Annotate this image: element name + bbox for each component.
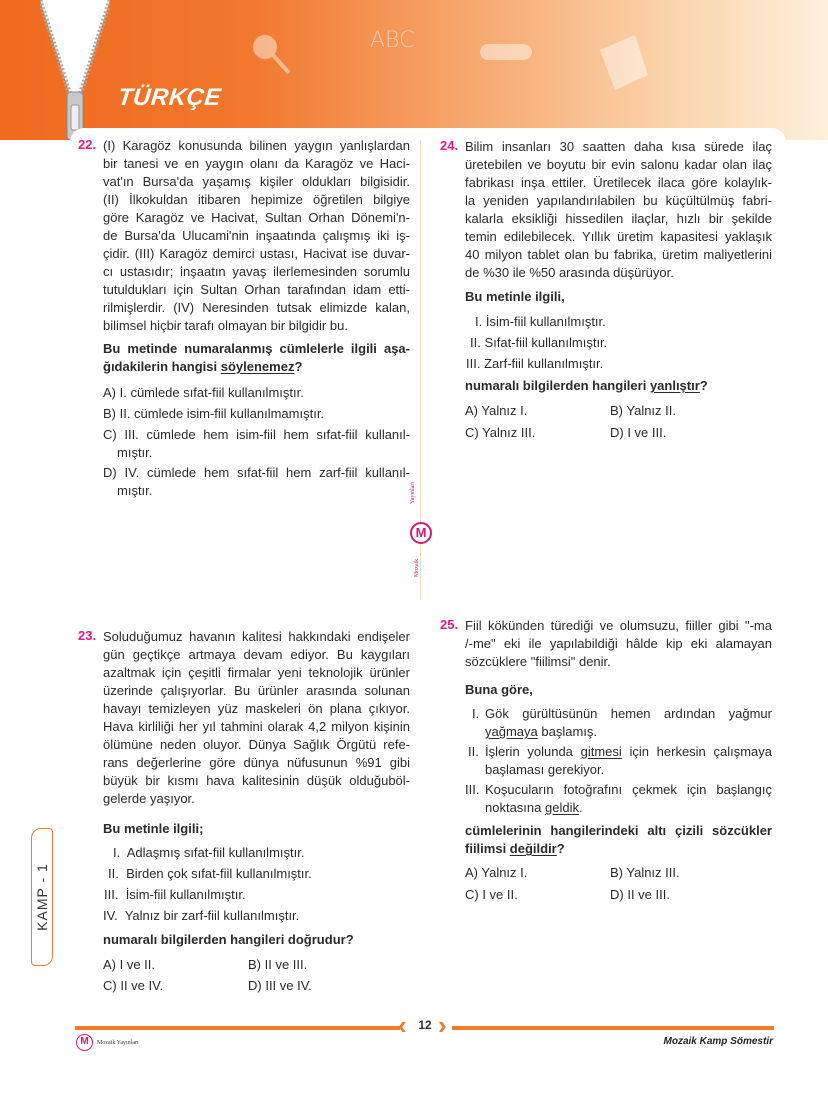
text-segment: ? — [699, 378, 708, 393]
text-line: gelerde yaşıyor. — [103, 791, 195, 806]
text-segment: ? — [556, 841, 565, 856]
chevron-right-icon: › — [438, 1010, 447, 1040]
text-line — [485, 723, 772, 741]
question-lead: Bu metinle ilgili; — [103, 821, 204, 836]
answer-option-d[interactable]: D) I ve III. — [610, 425, 667, 440]
text-segment: numaralı bilgilerden hangileri — [465, 378, 650, 393]
question-number: 23. — [78, 628, 97, 643]
item-number: II. — [108, 866, 119, 881]
answer-option-a[interactable]: A) I ve II. — [103, 957, 156, 972]
answer-option-c[interactable]: C) II ve IV. — [103, 978, 164, 993]
item-number: III. — [465, 782, 480, 797]
text-line — [465, 840, 772, 858]
item-text: Birden çok sıfat-fiil kullanılmıştır. — [126, 866, 312, 881]
item-number: I. — [113, 845, 121, 860]
answer-option-a[interactable]: A) Yalnız I. — [465, 865, 528, 880]
text-line: cı ustasıdır; inşaatın yavaş ilerlemesinden sorumlu — [103, 264, 410, 279]
text-line: cümlelerinin hangilerindeki altı çizili sözcükler — [465, 823, 772, 838]
text-line: çidir. (III) Karagöz demirci ustası, Hacivat ise duvar- — [103, 246, 410, 261]
question-number: 24. — [440, 138, 459, 153]
text-line — [103, 356, 410, 374]
text-line: kalarla eksikliği hissedilen ilaçlar, hızlı bir şekilde — [465, 211, 772, 226]
text-line: gün geçtikçe artmaya devam ediyor. Bu kaygıları — [103, 647, 410, 662]
answer-option-b[interactable] — [103, 405, 410, 423]
text-line: bilimsel hiçbir tarafı olmayan bir bilgidir bu. — [103, 318, 348, 333]
text-line: la yeniden yapılandırılabilen bu küçültülmüş fabri- — [465, 193, 772, 208]
item-text — [485, 743, 772, 779]
item-text — [485, 705, 772, 741]
text-line: B) II. cümlede isim-fiil kullanılmamıştır. — [103, 406, 325, 421]
item-number: IV. — [103, 908, 118, 923]
side-tab — [31, 828, 53, 966]
footer-publisher: Mozaik Yayınları — [97, 1040, 139, 1046]
decor-abc-text: ABC — [370, 28, 415, 53]
underlined-word: değildir — [509, 841, 557, 856]
text-line: bir tanesi ve en yaygın olanı da Karagöz ve Haci- — [103, 156, 410, 171]
text-line: tutuldukları için Sultan Orhan tarafından idam etti- — [103, 282, 410, 297]
item-text: Yalnız bir zarf-fiil kullanılmıştır. — [124, 908, 300, 923]
publisher-logo: M — [410, 522, 432, 544]
answer-option-b[interactable]: B) II ve III. — [248, 957, 308, 972]
text-line: A) I. cümlede sıfat-fiil kullanılmıştır. — [103, 385, 304, 400]
question-prompt: numaralı bilgilerden hangileri doğrudur? — [103, 932, 354, 947]
text-segment: için herkesin çalışmaya — [621, 744, 772, 759]
answer-option-c[interactable]: C) I ve II. — [465, 887, 518, 902]
text-line: (II) İlkokuldan itibaren hepimize öğretilen bilgiye — [103, 192, 410, 207]
underlined-word: geldik — [545, 800, 579, 815]
text-line — [485, 799, 772, 817]
text-segment: ğıdakilerin hangisi — [103, 359, 221, 374]
question-prompt — [465, 377, 785, 395]
item-number: I. — [472, 706, 480, 721]
header-banner — [0, 0, 828, 140]
text-segment: ? — [294, 359, 303, 374]
magnifier-letters-icon — [245, 25, 300, 75]
answer-option-d[interactable] — [103, 464, 410, 500]
answer-option-b[interactable]: B) Yalnız III. — [610, 865, 680, 880]
text-line: ölümüne neden oluyor. Dünya Sağlık Örgütü refe- — [103, 737, 410, 752]
item-number: II. — [470, 335, 481, 350]
text-line: /-me" eki ile yapılabildiği hâlde kip eki alamayan — [465, 636, 772, 651]
question-stem — [465, 617, 772, 671]
question-prompt — [103, 338, 410, 374]
text-line: Soluduğumuz havanın kalitesi hakkındaki endişeler — [103, 629, 410, 644]
question-stem — [465, 138, 772, 282]
text-segment: . — [578, 800, 583, 815]
subject-title: TÜRKÇE — [116, 84, 223, 111]
text-line: C) III. cümlede hem isim-fiil hem sıfat-fiil kullanıl- — [103, 427, 410, 442]
underlined-word: gitmesi — [580, 744, 622, 759]
publisher-vertical-text: Yayınları — [410, 481, 417, 505]
text-line: mıştır. — [117, 445, 153, 460]
answer-option-b[interactable]: B) Yalnız II. — [610, 403, 676, 418]
question-stem — [103, 628, 410, 808]
item-text — [485, 781, 772, 817]
answer-option-c[interactable]: C) Yalnız III. — [465, 425, 536, 440]
answer-option-a[interactable] — [103, 384, 410, 402]
item-text: Zarf-fiil kullanılmıştır. — [484, 356, 604, 371]
bag-icon — [590, 25, 650, 95]
item-number: I. — [475, 314, 483, 329]
footer-line — [452, 1026, 774, 1030]
question-lead: Bu metinle ilgili, — [465, 289, 565, 304]
text-line: başlaması gerekiyor. — [485, 762, 605, 777]
answer-option-d[interactable]: D) II ve III. — [610, 887, 670, 902]
text-line: Hava kirliliği her yıl tahmini olarak 4,2 milyon kişinin — [103, 719, 410, 734]
text-line: rans değerlerine göre dünya nüfusunun %91 gibi — [103, 755, 410, 770]
underlined-word: yağmaya — [485, 724, 538, 739]
answer-option-d[interactable]: D) III ve IV. — [248, 978, 312, 993]
text-segment: başlamış. — [537, 724, 597, 739]
text-line: Koşucuların fotoğrafını çekmek için başlangıç — [485, 782, 772, 797]
text-line: mıştır. — [117, 483, 153, 498]
text-line: üzerinde çalışıyorlar. Bu ürünler arasında solunan — [103, 683, 410, 698]
answer-option-c[interactable] — [103, 426, 410, 462]
text-line: temin edilebilecek. Yıllık üretim kapasitesi yaklaşık — [465, 229, 772, 244]
text-line: havayı temizleyen yüz maskeleri ön plana çıkıyor. — [103, 701, 410, 716]
text-line: üretebilen ve boyutu bir evin salonu kadar olan ilaç — [465, 157, 772, 172]
text-line: azaltmak için çeşitli firmalar yeni teknolojik ürünler — [103, 665, 410, 680]
item-number: III. — [104, 887, 119, 902]
text-line: rilmişlerdir. (IV) Neresinden tutsak elimizde kalan, — [103, 300, 410, 315]
item-text: Adlaşmış sıfat-fiil kullanılmıştır. — [126, 845, 305, 860]
text-segment: İşlerin yolunda — [485, 744, 581, 759]
question-number: 25. — [440, 617, 459, 632]
footer-logo: M — [76, 1034, 93, 1051]
answer-option-a[interactable]: A) Yalnız I. — [465, 403, 528, 418]
text-line: Bu metinde numaralanmış cümlelerle ilgili aşa- — [103, 341, 410, 356]
text-line: Gök gürültüsünün hemen ardından yağmur — [485, 706, 772, 721]
question-number: 22. — [78, 137, 97, 152]
text-line: Fiil kökünden türediği ve olumsuzu, fiiller gibi "-ma — [465, 618, 772, 633]
text-line: sözcüklere "fiilimsi" denir. — [465, 654, 611, 669]
text-line: D) IV. cümlede hem sıfat-fiil hem zarf-fiil kullanıl- — [103, 465, 410, 480]
text-line: 40 milyon tablet olan bu fabrika, üretim maliyetlerini — [465, 247, 772, 262]
zipper-icon — [40, 0, 110, 140]
text-line: vat'ın Bursa'da yaşamış kişiler oldukları bilgisidir. — [103, 174, 410, 189]
text-line — [485, 743, 772, 761]
item-text: Sıfat-fiil kullanılmıştır. — [484, 335, 608, 350]
text-line: göre Karagöz ve Hacivat, Sultan Orhan Dönemi'n- — [103, 210, 410, 225]
text-segment: fiilimsi — [465, 841, 510, 856]
item-text: İsim-fiil kullanılmıştır. — [485, 314, 606, 329]
publisher-vertical-text: Mozaik — [414, 558, 421, 578]
text-line: fabrikası inşa ettiler. Üretilecek ilaca göre kolaylık- — [465, 175, 772, 190]
text-segment: noktasına — [485, 800, 545, 815]
item-number: II. — [468, 744, 479, 759]
text-line: Bilim insanları 30 saatten daha kısa sürede ilaç — [465, 139, 772, 154]
question-lead: Buna göre, — [465, 682, 533, 697]
text-line: (I) Karagöz konusunda bilinen yaygın yanlışlardan — [103, 138, 410, 153]
page-number: 12 — [418, 1018, 432, 1032]
footer-line — [75, 1026, 400, 1030]
item-text: İsim-fiil kullanılmıştır. — [125, 887, 246, 902]
footer-series: Mozaik Kamp Sömestir — [663, 1036, 773, 1047]
pencil-case-icon — [478, 40, 538, 65]
chevron-left-icon: ‹ — [398, 1010, 407, 1040]
side-tab-label: KAMP - 1 — [34, 863, 50, 931]
text-line: büyük bir kısmı hava kalitesinin düşük olduğuböl- — [103, 773, 410, 788]
underlined-word: söylenemez — [220, 359, 295, 374]
item-number: III. — [466, 356, 481, 371]
question-prompt — [465, 822, 772, 858]
text-line: de %30 ile %50 arasında düşürüyor. — [465, 265, 674, 280]
underlined-word: yanlıştır — [649, 378, 700, 393]
text-line: de Bursa'da Ulucami'nin inşaatında çalışmış iki iş- — [103, 228, 410, 243]
question-stem — [103, 137, 410, 335]
